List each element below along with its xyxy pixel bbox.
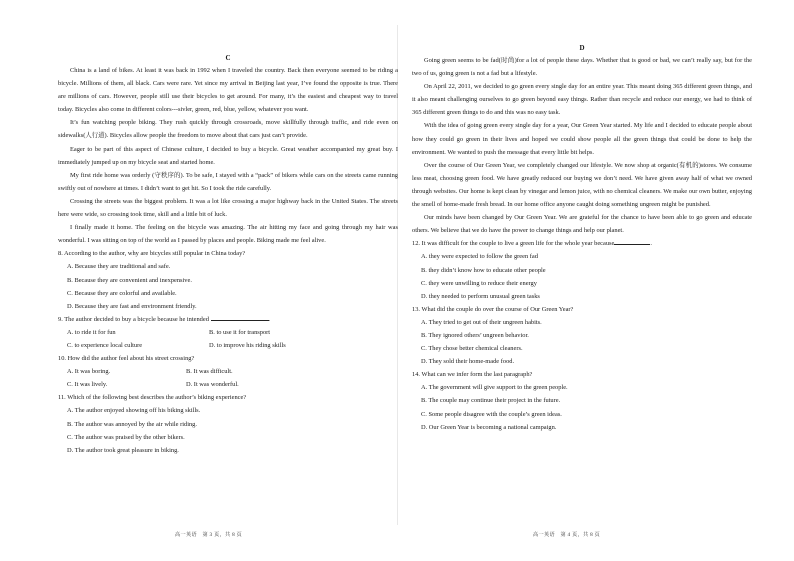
question-11-stem: 11. Which of the following best describes the author’s biking experience?	[58, 394, 247, 402]
passage-c-paragraph-6: I finally made it home. The feeling on the bicycle was amazing. The air hitting my face and going through my hair was wonderful. I was sitting on top of the world as I passed by places and people. Biking made me feel alive.	[58, 224, 398, 245]
question-9: 9. The author decided to buy a bicycle because he intended .	[58, 315, 271, 323]
passage-d-paragraph-3: With the idea of going green every single day for a year, Our Green Year started. My life and I decided to educate people about how they could go green in their lives and hoped we could show people all the green things that could be done to help the environment. We wanted to push the message that every little bit helps.	[412, 122, 752, 156]
passage-c-paragraph-3: Eager to be part of this aspect of Chinese culture, I decided to buy a bicycle. Great weather accompanied my great buy. I immediately jumped up on my bicycle seat and started home.	[58, 145, 398, 166]
question-9-option-d: D. to improve his riding skills	[209, 341, 286, 349]
passage-c-title: C	[225, 54, 231, 62]
question-9-options-row-2	[58, 339, 398, 352]
question-10-option-d: D. It was wonderful.	[186, 381, 239, 389]
question-10-option-b: B. It was difficult.	[186, 368, 233, 376]
question-13-option-b: B. They ignored others’ ungreen behavior.	[421, 331, 529, 339]
question-11-option-a: A. The author enjoyed showing off his biking skills.	[67, 407, 201, 415]
question-10-option-a: A. It was boring.	[67, 368, 111, 376]
left-page-footer: 高一英语 第 3 页，共 8 页	[175, 532, 243, 538]
question-10-options-row-1	[58, 365, 398, 378]
passage-c-paragraph-1: China is a land of bikes. At least it was back in 1992 when I traveled the country. Back then everyone seemed to be riding a bicycle. Millions of them, all black. Cars were rare. Yet since my arrival in Beijing last year, I’ve found the opposite is true. There are millions of cars. However, people still use their bicycles to get around. For many, it’s the easiest and cheapest way to travel today. Bicycles also come in different colors---sivler, green, red, blue, yellow, whatever you want.	[58, 67, 398, 114]
question-11-option-c: C. The author was praised by the other bikers.	[67, 433, 185, 441]
question-8-option-b: B. Because they are convenient and inexpensive.	[67, 276, 192, 284]
question-14-option-d: D. Our Green Year is becoming a national campaign.	[421, 423, 557, 431]
question-12-option-d: D. they needed to perform unusual green tasks	[421, 292, 540, 300]
question-14-stem: 14. What can we infer form the last paragraph?	[412, 371, 533, 379]
question-12-option-a: A. they were expected to follow the green fad	[421, 253, 538, 261]
question-9-options-row-1	[58, 326, 398, 339]
left-page	[58, 0, 398, 457]
question-13-option-a: A. They tried to get out of their ungreen habits.	[421, 318, 542, 326]
question-13-stem: 13. What did the couple do over the course of Our Green Year?	[412, 305, 574, 313]
question-13-option-c: C. They chose better chemical cleaners.	[421, 345, 523, 353]
question-9-option-a: A. to ride it for fun	[67, 328, 116, 336]
question-8-option-c: C. Because they are colorful and available.	[67, 289, 177, 297]
answer-blank	[211, 314, 269, 321]
passage-c-paragraph-4: My first ride home was orderly (守秩序的). To be safe, I stayed with a “pack” of bikers while cars on the streets came running swiftly out of nowhere at times. I didn’t want to get hit. So I took the ride carefully.	[58, 171, 398, 192]
right-page-footer: 高一英语 第 4 页，共 8 页	[533, 532, 601, 538]
question-12-option-b: B. they didn’t know how to educate other people	[421, 266, 546, 274]
question-8-stem: 8. According to the author, why are bicycles still popular in China today?	[58, 250, 246, 258]
question-8-option-a: A. Because they are traditional and safe.	[67, 263, 171, 271]
passage-c-paragraph-2: It’s fun watching people biking. They rush quickly through crossroads, move skillfully through traffic, and ride even on sidewalks(人行道). Bicycles allow people the freedom to move about that cars just can’t provide.	[58, 119, 398, 140]
question-12: 12. It was difficult for the couple to live a green life for the whole year because .	[412, 240, 652, 248]
question-14-option-a: A. The government will give support to the green people.	[421, 384, 568, 392]
question-12-option-c: C. they were unwilling to reduce their energy	[421, 279, 537, 287]
question-14-option-b: B. The couple may continue their project in the future.	[421, 397, 561, 405]
question-13-option-d: D. They sold their home-made food.	[421, 358, 515, 366]
question-8-option-d: D. Because they are fast and environment friendly.	[67, 302, 197, 310]
answer-blank	[614, 238, 650, 245]
question-12-stem: 12. It was difficult for the couple to live a green life for the whole year because	[412, 240, 615, 248]
passage-c-paragraph-5: Crossing the streets was the biggest problem. It was a lot like crossing a major highway back in the United States. The streets here were wide, so crossing took time, skill and a little bit of luck.	[58, 197, 398, 219]
question-14-option-c: C. Some people disagree with the couple’s green ideas.	[421, 410, 562, 418]
passage-d-paragraph-2: On April 22, 2011, we decided to go green every single day for an entire year. This meant doing 365 different green things, and it also meant challenging ourselves to go green beyond easy things. Rather than recycle and reduce our energy, we had to think of 365 different green things to do and this was no easy task.	[412, 83, 752, 117]
question-10-option-c: C. It was lively.	[67, 381, 108, 389]
passage-d-paragraph-5: Our minds have been changed by Our Green Year. We are grateful for the chance to have been able to go green and educate others. We believe that we do have the power to change things and help our planet.	[412, 214, 752, 235]
question-9-stem: 9. The author decided to buy a bicycle because he intended	[58, 315, 209, 323]
passage-d-title: D	[579, 44, 585, 52]
right-page	[412, 0, 752, 434]
question-9-option-b: B. to use it for transport	[209, 328, 271, 336]
passage-d-paragraph-1: Going green seems to be fad(时尚)for a lot of people these days. Whether that is good or bad, we can’t really say, but for the two of us, going green is not a fad but a lifestyle.	[412, 57, 752, 78]
question-11-option-d: D. The author took great pleasure in biking.	[67, 446, 179, 454]
question-10-options-row-2	[58, 378, 398, 391]
question-10-stem: 10. How did the author feel about his street crossing?	[58, 355, 195, 363]
question-9-option-c: C. to experience local culture	[67, 341, 143, 349]
passage-d-paragraph-4: Over the course of Our Green Year, we completely changed our lifestyle. We now shop at organic(有机的)stores. We consume less meat, choosing green food. We have greatly reduced our buying we don’t need. We have given away half of what we owned through websites. Our home is kept clean by vinegar and lemon juice, with no chemical cleaners. We make our own butter, enjoying the smell of home-made fresh bread. In our home office anyone caught doing something ungreen might be punished.	[412, 161, 752, 209]
question-11-option-b: B. The author was annoyed by the air while riding.	[67, 420, 197, 428]
